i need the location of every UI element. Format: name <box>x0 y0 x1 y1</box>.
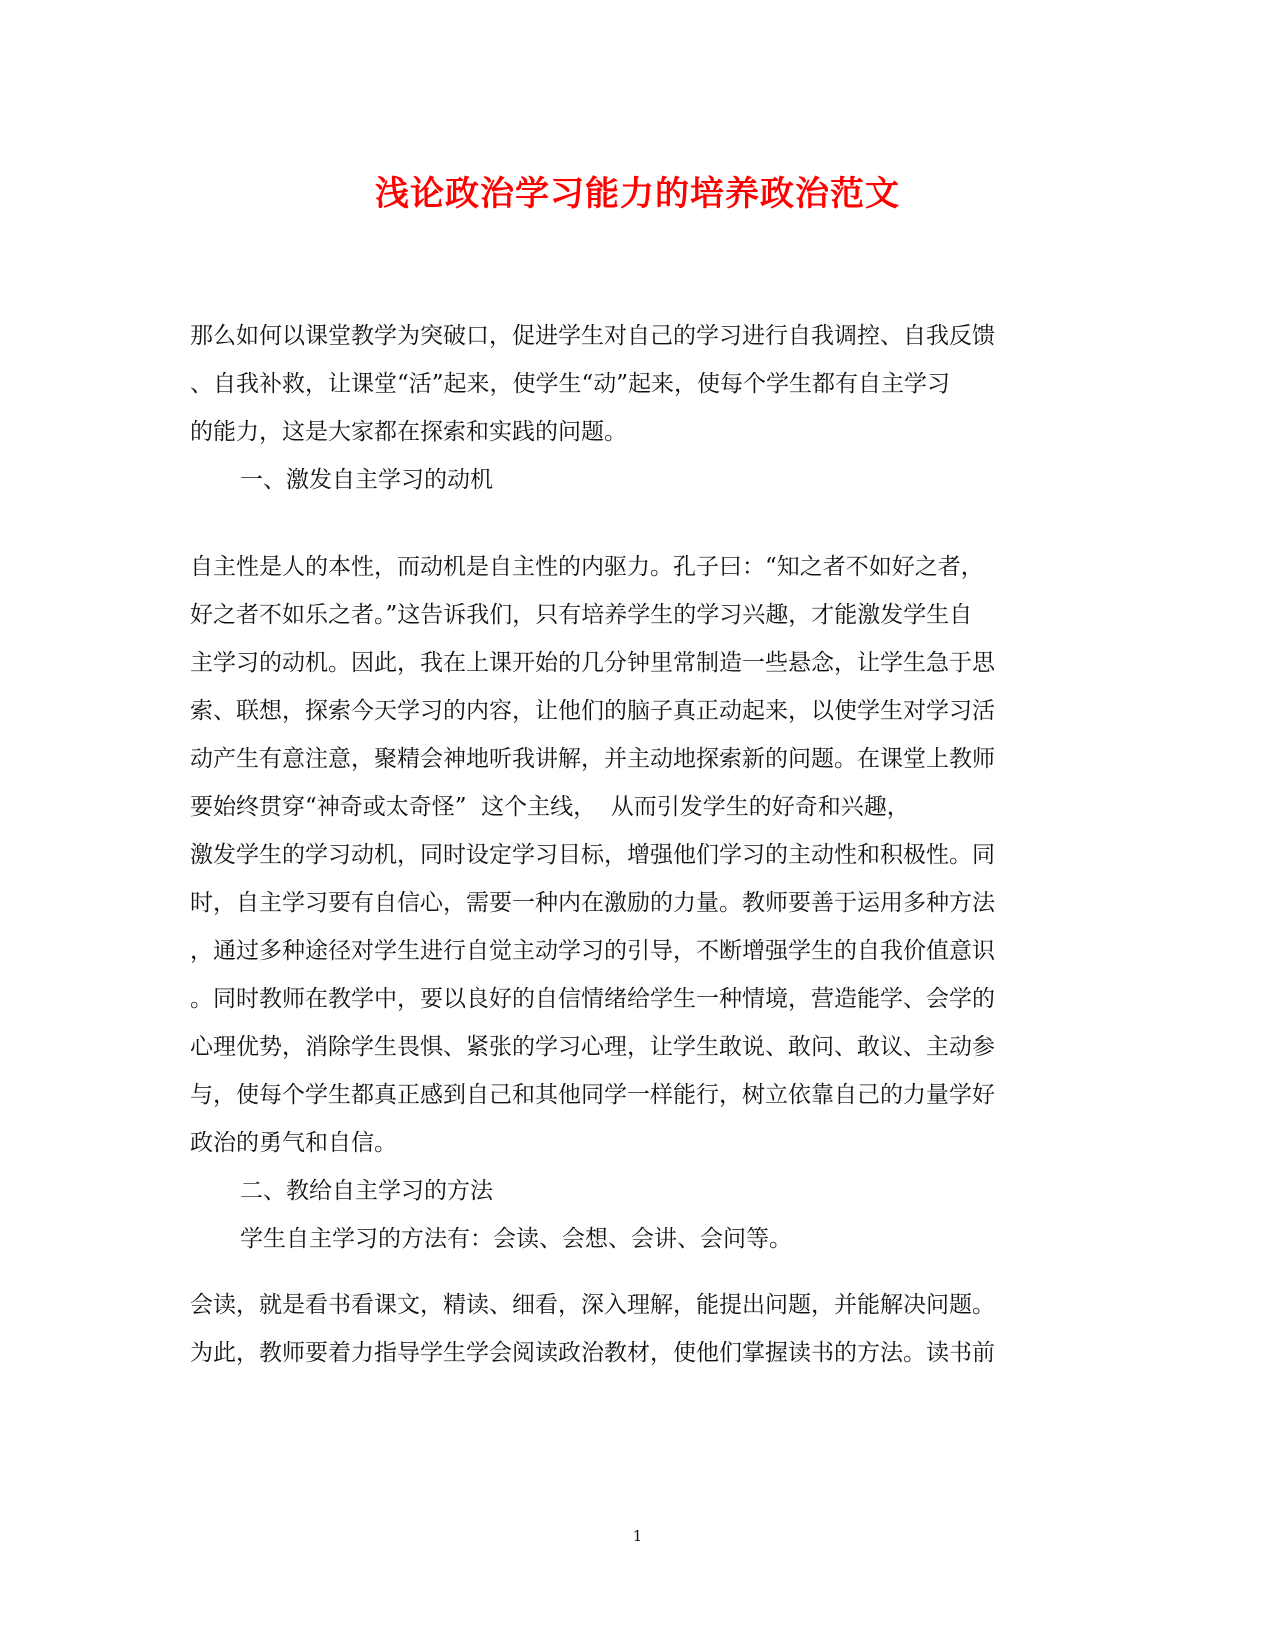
section-heading-1: 一、激发自主学习的动机 <box>240 467 493 493</box>
document-title: 浅论政治学习能力的培养政治范文 <box>375 174 900 214</box>
text-line: 学生自主学习的方法有：会读、会想、会讲、会问等。 <box>240 1226 792 1252</box>
paragraph-reading <box>190 1281 1065 1377</box>
section-heading-2: 二、教给自主学习的方法 <box>240 1178 493 1204</box>
text-line: 那么如何以课堂教学为突破口，促进学生对自己的学习进行自我调控、自我反馈 <box>190 323 995 349</box>
text-line: 好之者不如乐之者。”这告诉我们，只有培养学生的学习兴趣，才能激发学生自 <box>190 602 973 628</box>
text-line: 与，使每个学生都真正感到自己和其他同学一样能行，树立依靠自己的力量学好 <box>190 1082 995 1108</box>
text-line: ，通过多种途径对学生进行自觉主动学习的引导，不断增强学生的自我价值意识 <box>190 938 995 964</box>
text-line: 为此，教师要着力指导学生学会阅读政治教材，使他们掌握读书的方法。读书前 <box>190 1340 995 1366</box>
text-line: 的能力，这是大家都在探索和实践的问题。 <box>190 419 627 445</box>
text-line: 、自我补救，让课堂“活”起来，使学生“动”起来，使每个学生都有自主学习 <box>190 371 951 397</box>
text-line: 会读，就是看书看课文，精读、细看，深入理解，能提出问题，并能解决问题。 <box>190 1292 995 1318</box>
text-line: 自主性是人的本性，而动机是自主性的内驱力。孔子曰：“知之者不如好之者， <box>190 554 984 580</box>
text-line: 索、联想，探索今天学习的内容，让他们的脑子真正动起来，以使学生对学习活 <box>190 698 995 724</box>
text-line: 政治的勇气和自信。 <box>190 1130 397 1156</box>
paragraph-intro <box>190 312 1065 504</box>
text-line: 动产生有意注意，聚精会神地听我讲解，并主动地探索新的问题。在课堂上教师 <box>190 746 995 772</box>
page-number: 1 <box>632 1527 643 1545</box>
text-line: 要始终贯穿“神奇或太奇怪” 这个主线， 从而引发学生的好奇和兴趣， <box>190 794 910 820</box>
text-line: 。同时教师在教学中，要以良好的自信情绪给学生一种情境，营造能学、会学的 <box>190 986 995 1012</box>
text-line: 主学习的动机。因此，我在上课开始的几分钟里常制造一些悬念，让学生急于思 <box>190 650 995 676</box>
text-line: 激发学生的学习动机，同时设定学习目标，增强他们学习的主动性和积极性。同 <box>190 842 995 868</box>
text-line: 心理优势，消除学生畏惧、紧张的学习心理，让学生敢说、敢问、敢议、主动参 <box>190 1034 995 1060</box>
paragraph-motivation <box>190 543 1065 1263</box>
text-line: 时，自主学习要有自信心，需要一种内在激励的力量。教师要善于运用多种方法 <box>190 890 995 916</box>
